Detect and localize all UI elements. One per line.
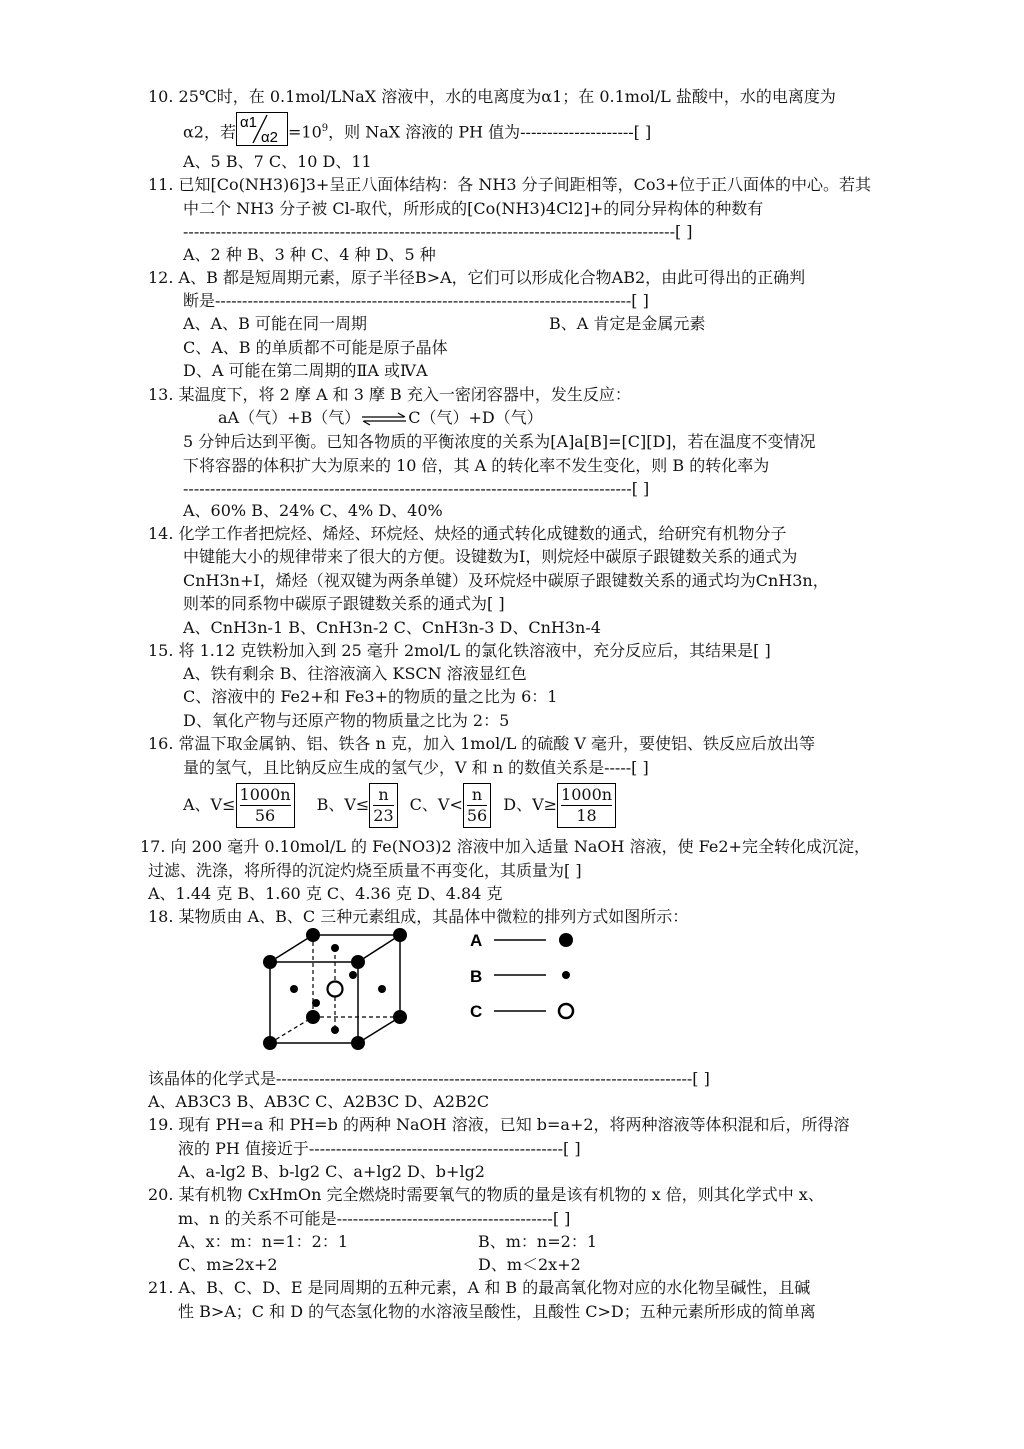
q10-line2: [183, 116, 651, 150]
q16-options: [183, 780, 616, 830]
q16-frac-b-num: n: [373, 785, 393, 806]
q10-line2-c: ，则 NaX 溶液的 PH 值为---------------------[ ]: [328, 122, 652, 142]
q21-line2: 性 B>A；C 和 D 的气态氢化物的水溶液呈酸性，且酸性 C>D；五种元素所形成的简单离: [178, 1302, 816, 1321]
legend-b-label: B: [470, 967, 483, 986]
q16-frac-d: [557, 783, 616, 828]
atom-c: [328, 982, 343, 997]
q16-frac-d-num: 1000n: [561, 785, 613, 804]
q16-opt-d: D、V≥: [503, 795, 558, 814]
q16-frac-a: [236, 783, 295, 828]
q13-line5: -----------------------------------------------------------------------------------[ ]: [183, 479, 650, 498]
q14-line4: 则苯的同系物中碳原子跟键数关系的通式为[ ]: [183, 594, 505, 613]
crystal-structure-diagram: [250, 920, 600, 1055]
q10-options: A、5 B、7 C、10 D、11: [183, 152, 372, 171]
q20-option-a: A、x：m：n=1：2：1: [178, 1232, 349, 1251]
q11-line3: -------------------------------------------------------------------------------------------[ ]: [183, 222, 693, 241]
q20-option-b: B、m：n=2：1: [478, 1232, 598, 1251]
q13-line4: 下将容器的体积扩大为原来的 10 倍，其 A 的转化率不发生变化，则 B 的转化率为: [183, 456, 770, 475]
q19-line1: 19. 现有 PH=a 和 PH=b 的两种 NaOH 溶液，已知 b=a+2，将两种溶液等体积混和后，所得溶: [148, 1115, 850, 1134]
q19-options: A、a-lg2 B、b-lg2 C、a+lg2 D、b+lg2: [178, 1162, 485, 1181]
q10-line2-a: α2，若: [183, 122, 236, 142]
q18-line2: 该晶体的化学式是-----------------------------------------------------------------------------[ ]: [148, 1069, 710, 1088]
q16-frac-d-den: 18: [576, 806, 597, 825]
q11-options: A、2 种 B、3 种 C、4 种 D、5 种: [183, 245, 436, 264]
q13-eq-right: C（气）+D（气）: [408, 408, 543, 427]
legend-c-label: C: [470, 1002, 483, 1021]
legend: [470, 931, 573, 1021]
q12-option-c: C、A、B 的单质都不可能是原子晶体: [183, 338, 448, 357]
q10-frac-den: α2: [261, 129, 279, 145]
q20-option-d: D、m＜2x+2: [478, 1255, 581, 1274]
q15-option-2: C、溶液中的 Fe2+和 Fe3+的物质的量之比为 6：1: [183, 687, 558, 706]
q16-opt-b: B、V≤: [316, 795, 370, 814]
q11-line2: 中二个 NH3 分子被 Cl-取代，所形成的[Co(NH3)4Cl2]+的同分异构体的种数有: [183, 199, 764, 218]
q16-line1: 16. 常温下取金属钠、铝、铁各 n 克，加入 1mol/L 的硫酸 V 毫升，要使铝、铁反应后放出等: [148, 734, 816, 753]
q16-frac-b: [369, 783, 397, 828]
q10-exp: 9: [321, 123, 329, 135]
q15-option-1: A、铁有剩余 B、往溶液滴入 KSCN 溶液显红色: [183, 664, 527, 683]
q16-line2: 量的氢气，且比钠反应生成的氢气少，V 和 n 的数值关系是-----[ ]: [183, 758, 649, 777]
q14-line1: 14. 化学工作者把烷烃、烯烃、环烷烃、炔烃的通式转化成键数的通式，给研究有机物分子: [148, 524, 787, 543]
q20-line2: m、n 的关系不可能是----------------------------------------[ ]: [178, 1209, 571, 1228]
q18-options: A、AB3C3 B、AB3C C、A2B3C D、A2B2C: [148, 1092, 490, 1111]
q10-fraction: [236, 112, 288, 146]
q12-option-b: B、A 肯定是金属元素: [549, 314, 706, 333]
q13-line1: 13. 某温度下，将 2 摩 A 和 3 摩 B 充入一密闭容器中，发生反应：: [148, 385, 631, 404]
q19-line2: 液的 PH 值接近于-----------------------------------------------[ ]: [178, 1139, 581, 1158]
q10-line2-b: =10: [288, 122, 322, 142]
legend-a-label: A: [470, 931, 483, 950]
q17-line1: 17. 向 200 毫升 0.10mol/L 的 Fe(NO3)2 溶液中加入适量 NaOH 溶液，使 Fe2+完全转化成沉淀，: [140, 837, 870, 856]
q18-line1: 18. 某物质由 A、B、C 三种元素组成，其晶体中微粒的排列方式如图所示：: [148, 907, 689, 926]
q17-line2: 过滤、洗涤，将所得的沉淀灼烧至质量不再变化，其质量为[ ]: [148, 861, 582, 880]
q13-eq-left: aA（气）+B（气）: [218, 408, 361, 427]
q15-line1: 15. 将 1.12 克铁粉加入到 25 毫升 2mol/L 的氯化铁溶液中，充分反应后，其结果是[ ]: [148, 641, 771, 660]
q12-line1: 12. A、B 都是短周期元素，原子半径B>A，它们可以形成化合物AB2，由此可得出的正确判: [148, 268, 806, 287]
q12-option-a: A、A、B 可能在同一周期: [183, 314, 367, 333]
q16-frac-c-num: n: [467, 785, 487, 806]
q17-options: A、1.44 克 B、1.60 克 C、4.36 克 D、4.84 克: [148, 884, 503, 903]
q11-line1: 11. 已知[Co(NH3)6]3+呈正八面体结构：各 NH3 分子间距相等，Co3+位于正八面体的中心。若其: [148, 175, 872, 194]
q16-frac-b-den: 23: [373, 806, 394, 825]
q12-line2: 断是-----------------------------------------------------------------------------[ ]: [183, 291, 649, 310]
q20-line1: 20. 某有机物 CxHmOn 完全燃烧时需要氧气的物质的量是该有机物的 x 倍，则其化学式中 x、: [148, 1185, 824, 1204]
q16-frac-a-den: 56: [254, 806, 276, 825]
q10-frac-num: α1: [240, 114, 258, 131]
q13-options: A、60% B、24% C、4% D、40%: [183, 501, 443, 520]
q13-line3: 5 分钟后达到平衡。已知各物质的平衡浓度的关系为[A]a[B]=[C][D]，若在温度不变情况: [183, 432, 816, 451]
q21-line1: 21. A、B、C、D、E 是同周期的五种元素，A 和 B 的最高氧化物对应的水化物呈碱性，且碱: [148, 1278, 811, 1297]
q14-line2: 中键能大小的规律带来了很大的方便。设键数为I，则烷烃中碳原子跟键数关系的通式为: [183, 547, 798, 566]
q16-frac-c: [463, 783, 491, 828]
q15-option-3: D、氧化产物与还原产物的物质量之比为 2：5: [183, 711, 510, 730]
q13-equation: [218, 407, 543, 429]
q16-opt-c: C、V<: [409, 795, 463, 814]
q16-frac-c-den: 56: [466, 806, 488, 825]
equilibrium-arrow-icon: [360, 412, 408, 426]
q16-frac-a-num: 1000n: [239, 785, 291, 804]
q14-options: A、CnH3n-1 B、CnH3n-2 C、CnH3n-3 D、CnH3n-4: [183, 618, 601, 637]
q12-option-d: D、A 可能在第二周期的ⅡA 或ⅣA: [183, 361, 428, 380]
q20-option-c: C、m≥2x+2: [178, 1255, 278, 1274]
q10-line1: 10. 25℃时，在 0.1mol/LNaX 溶液中，水的电离度为α1；在 0.1mol/L 盐酸中，水的电离度为: [148, 87, 836, 106]
q14-line3: CnH3n+I，烯烃（视双键为两条单键）及环烷烃中碳原子跟键数关系的通式均为CnH3n，: [183, 571, 829, 590]
q16-opt-a: A、V≤: [183, 795, 236, 814]
